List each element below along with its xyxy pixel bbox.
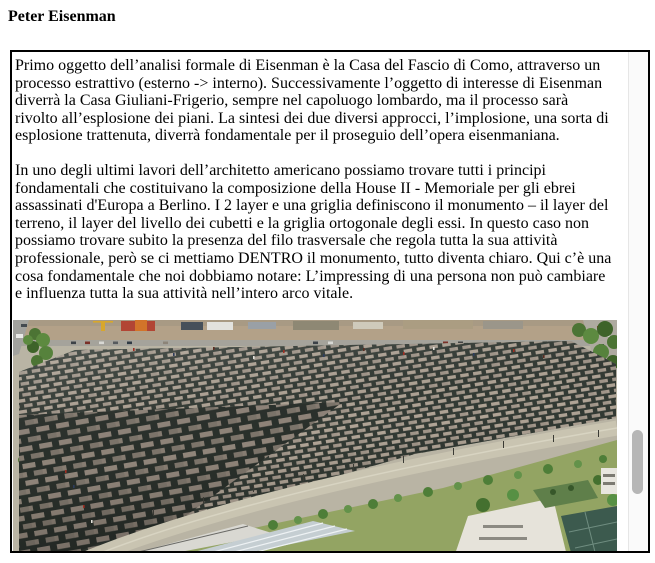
content-box[interactable] (10, 50, 650, 553)
paragraph-1: Primo oggetto dell’analisi formale di Eisenman è la Casa del Fascio di Como, attraverso un processo estrattivo (esterno -> interno). Successivamente l’oggetto di interesse di Eisenman diverrà la Casa Giuliani-Frigerio, sempre nel capoluogo lombardo, ma il processo sarà rivolto all’esplosione dei piani. La sintesi dei due diversi approcci, l’implosione, una sorta di esplosione trattenuta, diverrà fondamentale per il proseguio dell’opera eisenmaniana. (15, 57, 609, 145)
scrollbar-track[interactable] (628, 52, 648, 551)
page-title: Peter Eisenman (8, 8, 116, 25)
paragraph-2: In uno degli ultimi lavori dell’architetto americano possiamo trovare tutti i principi fondamentali che costituivano la composizione della House II - Memoriale per gli ebrei assassinati d'Europa a Berlino. I 2 layer e una griglia definiscono il monumento – il layer del terreno, il layer del livello dei cubetti e la griglia ortogonale degli essi. In questo caso non possiamo trovare subito la presenza del filo trasversale che regola tutta la sua attività professionale, però se ci mettiamo DENTRO il monumento, tutto diventa chiaro. Qui c’è una cosa fondamentale che noi dobbiamo notare: L’impressing di una persona non può cambiare e influenza tutta la sua attività nell’intero arco vitale. (15, 161, 612, 303)
memorial-aerial-photo (13, 320, 648, 553)
memorial-aerial-photo-graphic (13, 320, 617, 553)
article-text (12, 52, 648, 303)
scrollbar-thumb[interactable] (632, 430, 643, 494)
